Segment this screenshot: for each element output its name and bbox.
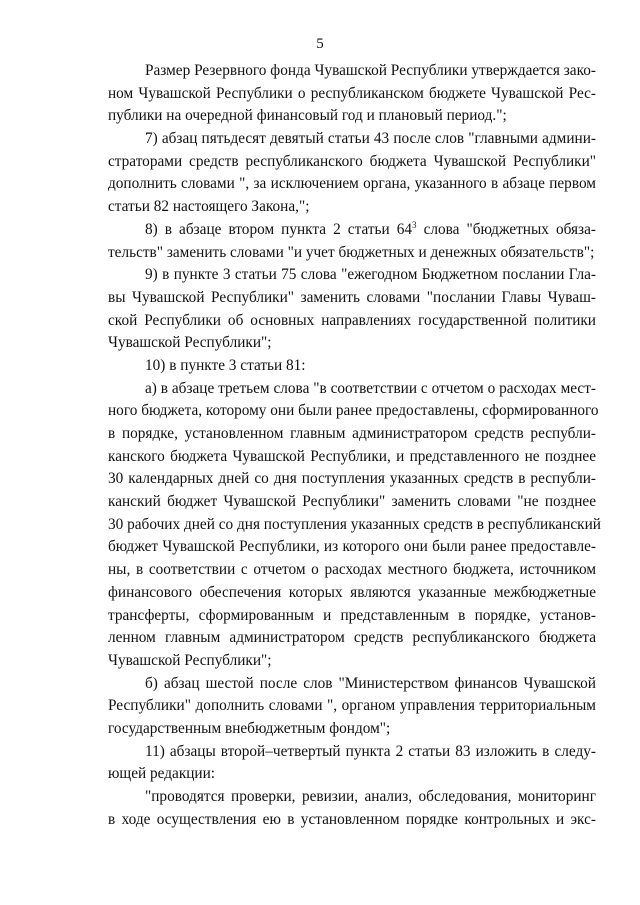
text-line	[108, 310, 596, 333]
text-line	[108, 741, 596, 764]
text-line	[108, 446, 596, 469]
text-line	[108, 582, 596, 605]
text-segment: Республики" дополнить словами ", органом управления территориальным	[108, 697, 596, 715]
text-line	[108, 650, 596, 673]
text-line	[108, 219, 596, 242]
text-line	[108, 378, 596, 401]
text-segment: страторами средств республиканского бюджета Чувашской Республики"	[108, 152, 596, 170]
superscript: 3	[412, 219, 417, 230]
text-line	[108, 196, 596, 219]
text-line	[108, 400, 599, 423]
text-line	[108, 491, 596, 514]
text-segment: ющей редакции:	[108, 765, 216, 783]
text-line	[108, 355, 596, 378]
text-segment: Размер Резервного фонда Чувашской Республики утверждается зако-	[145, 62, 596, 79]
text-segment: Чувашской Республики";	[108, 334, 272, 352]
text-line	[108, 173, 596, 196]
text-segment: ны, в соответствии с отчетом о расходах местного бюджета, источником	[108, 561, 596, 579]
text-segment: ленном главным администратором средств республиканского бюджета	[108, 629, 596, 647]
text-segment: 10) в пункте 3 статьи 81:	[145, 356, 306, 374]
text-line	[108, 627, 596, 650]
text-segment: а) в абзаце третьем слова "в соответствии с отчетом о расходах мест-	[145, 379, 596, 397]
text-line	[108, 673, 596, 696]
text-segment: в ходе осуществления ею в установленном порядке контрольных и экс-	[108, 810, 596, 828]
text-segment: 7) абзац пятьдесят девятый статьи 43 после слов "главными админи-	[145, 130, 596, 148]
text-segment: слова "бюджетных обяза-	[416, 220, 596, 238]
text-segment: ской Республики об основных направлениях государственной политики	[108, 311, 596, 329]
text-line	[108, 105, 596, 128]
text-segment: "проводятся проверки, ревизии, анализ, обследования, мониторинг	[145, 788, 596, 805]
text-segment: ном Чувашской Республики о республиканском бюджете Чувашской Рес-	[108, 84, 596, 102]
text-line	[108, 423, 596, 446]
text-segment: статьи 82 настоящего Закона,";	[108, 198, 310, 216]
text-segment: финансового обеспечения которых являются указанные межбюджетные	[108, 583, 596, 601]
text-line	[108, 514, 601, 537]
text-segment: 11) абзацы второй–четвертый пункта 2 статьи 83 изложить в следу-	[145, 742, 596, 760]
text-segment: б) абзац шестой после слов "Министерством финансов Чувашской	[145, 674, 596, 692]
text-line	[108, 605, 596, 628]
text-segment: канского бюджета Чувашской Республики, и представленного не позднее	[108, 447, 596, 465]
text-line	[108, 151, 596, 174]
text-line	[108, 332, 596, 355]
text-segment: вы Чувашской Республики" заменить словами "послании Главы Чуваш-	[108, 288, 596, 306]
text-line	[108, 695, 596, 718]
text-segment: канский бюджет Чувашской Республики" заменить словами "не позднее	[108, 493, 596, 511]
text-segment: в порядке, установленном главным администратором средств республи-	[108, 425, 596, 442]
text-segment: ного бюджета, которому они были ранее предоставлены, сформированного	[108, 402, 599, 420]
document-body	[108, 60, 601, 831]
text-line	[108, 536, 596, 559]
text-line	[108, 242, 596, 265]
text-segment: 8) в абзаце втором пункта 2 статьи 64	[145, 220, 413, 238]
text-line	[108, 718, 596, 741]
text-line	[108, 287, 596, 310]
text-line	[108, 468, 596, 491]
text-segment: 9) в пункте 3 статьи 75 слова "ежегодном Бюджетном послании Гла-	[145, 266, 596, 284]
text-line	[108, 763, 596, 786]
text-line	[108, 128, 596, 151]
text-segment: 30 календарных дней со дня поступления указанных средств в республи-	[108, 470, 596, 488]
text-segment: публики на очередной финансовый год и плановый период.";	[108, 107, 507, 125]
text-line	[108, 559, 596, 582]
text-line	[108, 264, 596, 287]
text-line	[108, 60, 596, 83]
text-line	[108, 786, 596, 809]
text-segment: государственным внебюджетным фондом";	[108, 719, 391, 737]
text-line	[108, 83, 596, 106]
text-segment: Чувашской Республики";	[108, 651, 272, 669]
text-line	[108, 809, 596, 832]
page-number: 5	[316, 36, 324, 52]
text-segment: трансферты, сформированным и представленным в порядке, установ-	[108, 606, 596, 624]
text-segment: тельств" заменить словами "и учет бюджетных и денежных обязательств";	[108, 243, 595, 261]
text-segment: бюджет Чувашской Республики, из которого они были ранее предоставле-	[108, 538, 596, 556]
text-segment: дополнить словами ", за исключением органа, указанного в абзаце первом	[108, 175, 596, 193]
text-segment: 30 рабочих дней со дня поступления указанных средств в республиканский	[108, 515, 601, 533]
